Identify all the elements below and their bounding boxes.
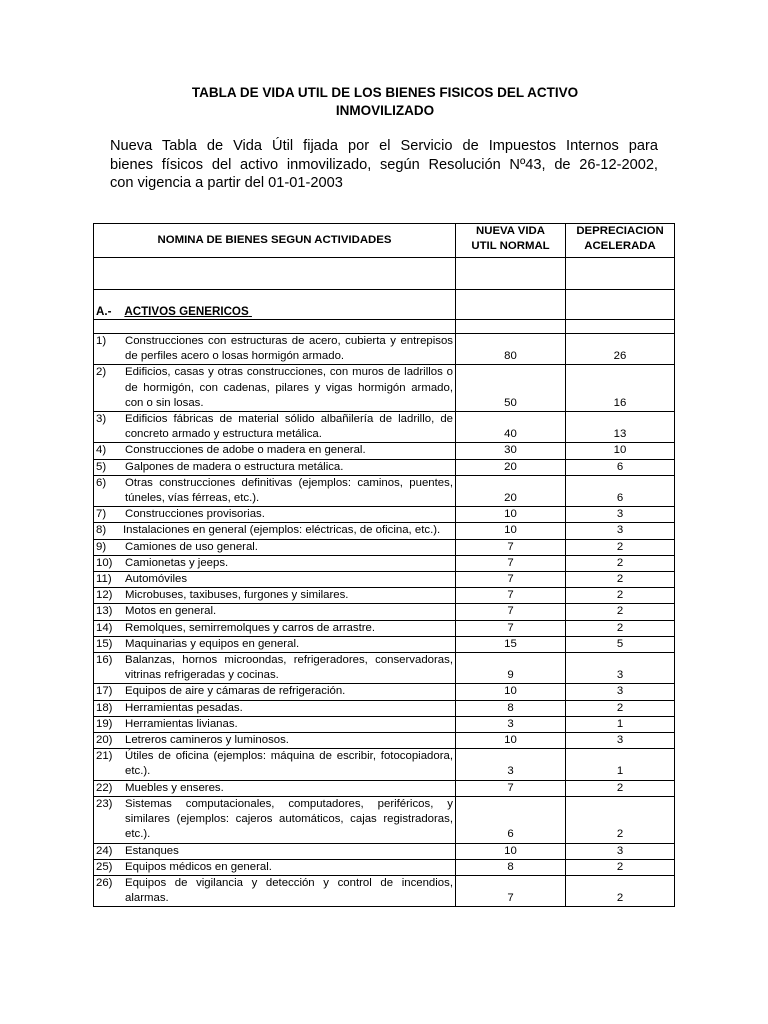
table-row [94,555,675,571]
vida-util-value: 30 [456,443,566,459]
depreciacion-value: 3 [566,684,675,700]
item-number: 1) [96,335,107,347]
depreciacion-value: 3 [566,843,675,859]
depreciacion-value: 2 [566,604,675,620]
item-description: Otras construcciones definitivas (ejemplos: caminos, puentes, túneles, vías férreas, etc.). [125,476,453,505]
item-description: Construcciones provisorias. [125,508,265,521]
vida-util-value: 3 [456,749,566,780]
vida-util-value: 7 [456,572,566,588]
item-description: Edificios, casas y otras construcciones, con muros de ladrillos o de hormigón, con cadenas, pilares y vigas hormigón armado, con o sin losas. [125,366,453,409]
section-title [94,290,456,320]
depreciacion-value: 2 [566,572,675,588]
table-row [94,875,675,906]
vida-util-value: 7 [456,780,566,796]
vida-util-value: 10 [456,523,566,539]
item-description: Equipos de aire y cámaras de refrigeración. [125,685,346,698]
depreciacion-value: 2 [566,555,675,571]
table-row [94,604,675,620]
item-description: Útiles de oficina (ejemplos: máquina de escribir, fotocopiadora, etc.). [125,750,453,778]
item-number: 8) [96,524,107,537]
vida-util-value: 15 [456,636,566,652]
item-description: Camionetas y jeeps. [125,556,229,569]
item-number: 25) [96,860,113,873]
table-row [94,539,675,555]
item-description-cell [94,749,456,780]
table-row [94,716,675,732]
item-description-cell [94,555,456,571]
item-number: 6) [96,476,107,489]
item-number: 10) [96,556,113,569]
title-line-2: INMOVILIZADO [335,103,435,118]
item-description-cell [94,636,456,652]
item-description-cell [94,475,456,506]
depreciacion-value: 2 [566,620,675,636]
intro-line-1: Nueva Tabla de Vida Útil fijada por el Servicio de Impuestos Internos para [110,138,658,154]
vida-util-value: 3 [456,716,566,732]
depreciacion-value: 3 [566,507,675,523]
item-number: 11) [96,573,112,586]
depreciacion-value: 5 [566,636,675,652]
section-row [94,290,675,320]
item-description: Construcciones de adobe o madera en general. [125,444,366,457]
table-row [94,365,675,412]
item-description: Edificios fábricas de material sólido albañilería de ladrillo, de concreto armado y estructura metálica. [125,413,453,441]
item-number: 16) [96,654,113,667]
item-description-cell [94,859,456,875]
item-description-cell [94,700,456,716]
item-number: 15) [96,637,113,650]
depreciacion-value: 1 [566,716,675,732]
vida-util-value: 10 [456,684,566,700]
header-nueva-vida-line-2: UTIL NORMAL [471,240,550,252]
vida-util-value: 10 [456,733,566,749]
item-description-cell [94,365,456,412]
item-number: 9) [96,540,107,553]
header-depreciacion [566,224,675,258]
item-description: Maquinarias y equipos en general. [125,637,300,650]
item-description-cell [94,653,456,684]
item-description-cell [94,843,456,859]
vida-util-value: 7 [456,604,566,620]
depreciacion-value: 2 [566,780,675,796]
item-description: Camiones de uso general. [125,540,258,553]
depreciacion-value: 26 [566,334,675,365]
item-number: 21) [96,750,113,763]
vida-util-value: 10 [456,843,566,859]
table-row [94,334,675,365]
item-number: 19) [96,717,113,730]
item-description-cell [94,604,456,620]
item-number: 13) [96,605,113,618]
spacer-row [94,258,675,290]
item-description-cell [94,539,456,555]
vida-util-value: 7 [456,588,566,604]
item-description-cell [94,875,456,906]
item-description-cell [94,796,456,843]
vida-util-value: 10 [456,507,566,523]
item-description-cell [94,780,456,796]
item-description-cell [94,334,456,365]
depreciacion-value: 6 [566,459,675,475]
table-row [94,684,675,700]
table-row [94,620,675,636]
item-description: Equipos de vigilancia y detección y control de incendios, alarmas. [125,876,453,905]
header-nueva-vida-line-1: NUEVA VIDA [476,225,545,237]
item-description: Motos en general. [125,605,217,618]
vida-util-value: 9 [456,653,566,684]
depreciacion-value: 3 [566,653,675,684]
depreciacion-value: 2 [566,859,675,875]
item-description-cell [94,588,456,604]
item-description: Muebles y enseres. [125,781,224,794]
table-row [94,653,675,684]
item-description-cell [94,716,456,732]
vida-util-value: 7 [456,620,566,636]
intro-paragraph [110,137,658,193]
depreciacion-value: 2 [566,875,675,906]
item-description-cell [94,733,456,749]
depreciacion-value: 16 [566,365,675,412]
useful-life-table [93,223,675,907]
depreciacion-value: 2 [566,539,675,555]
title-line-1: TABLA DE VIDA UTIL DE LOS BIENES FISICOS DEL ACTIVO [191,85,579,100]
vida-util-value: 7 [456,539,566,555]
item-number: 18) [96,701,113,714]
table-row [94,780,675,796]
table-row [94,459,675,475]
header-depreciacion-line-2: ACELERADA [584,240,656,252]
depreciacion-value: 3 [566,523,675,539]
item-description-cell [94,620,456,636]
item-description: Galpones de madera o estructura metálica. [125,460,344,473]
item-description-cell [94,459,456,475]
vida-util-value: 8 [456,700,566,716]
item-number: 5) [96,460,107,473]
table-row [94,859,675,875]
item-description: Construcciones con estructuras de acero, cubierta y entrepisos de perfiles acero o losas hormigón armado. [125,335,453,363]
table-header-row [94,224,675,258]
item-description-cell [94,412,456,443]
header-depreciacion-line-1: DEPRECIACION [576,225,664,237]
depreciacion-value: 10 [566,443,675,459]
vida-util-value: 40 [456,412,566,443]
item-description: Equipos médicos en general. [125,860,272,873]
depreciacion-value: 3 [566,733,675,749]
table-row [94,475,675,506]
depreciacion-value: 2 [566,796,675,843]
item-number: 3) [96,413,107,426]
table-row [94,523,675,539]
table-row [94,733,675,749]
item-number: 7) [96,508,107,521]
item-number: 2) [96,366,107,379]
item-number: 20) [96,734,113,747]
vida-util-value: 80 [456,334,566,365]
item-description: Estanques [125,844,179,857]
vida-util-value: 7 [456,555,566,571]
intro-line-3: con vigencia a partir del 01-01-2003 [110,175,343,191]
table-row [94,796,675,843]
item-description: Automóviles [125,573,188,586]
item-description-cell [94,572,456,588]
section-name: ACTIVOS GENERICOS [124,304,249,318]
vida-util-value: 7 [456,875,566,906]
item-description: Letreros camineros y luminosos. [125,734,289,747]
item-number: 12) [96,589,113,602]
table-row [94,507,675,523]
table-row [94,412,675,443]
vida-util-value: 6 [456,796,566,843]
table-row [94,700,675,716]
table-row [94,572,675,588]
item-number: 23) [96,797,113,810]
section-code: A.- [96,304,112,318]
item-description: Sistemas computacionales, computadores, periféricos, y similares (ejemplos: cajeros automáticos, cajas registradoras, etc.). [125,797,453,841]
depreciacion-value: 2 [566,588,675,604]
table-row [94,588,675,604]
item-number: 22) [96,781,113,794]
vida-util-value: 20 [456,459,566,475]
item-description-cell [94,443,456,459]
item-description: Herramientas livianas. [125,717,238,730]
header-nomina: NOMINA DE BIENES SEGUN ACTIVIDADES [94,224,456,258]
depreciacion-value: 6 [566,475,675,506]
item-number: 4) [96,444,107,457]
vida-util-value: 8 [456,859,566,875]
item-description: Instalaciones en general (ejemplos: eléctricas, de oficina, etc.). [123,524,441,537]
item-number: 17) [96,685,113,698]
item-description: Remolques, semirremolques y carros de arrastre. [125,621,376,634]
intro-line-2: bienes físicos del activo inmovilizado, según Resolución Nº43, de 26-12-2002, [110,156,658,173]
spacer-row [94,320,675,334]
item-description: Microbuses, taxibuses, furgones y similares. [125,589,349,602]
depreciacion-value: 13 [566,412,675,443]
item-number: 24) [96,844,113,857]
depreciacion-value: 1 [566,749,675,780]
table-row [94,749,675,780]
item-number: 14) [96,621,113,634]
item-number: 26) [96,876,113,889]
table-row [94,443,675,459]
item-description: Balanzas, hornos microondas, refrigeradores, conservadoras, vitrinas refrigeradas y cocinas. [125,654,453,682]
page-title [130,84,640,120]
item-description-cell [94,684,456,700]
header-nueva-vida [456,224,566,258]
depreciacion-value: 2 [566,700,675,716]
item-description-cell [94,507,456,523]
vida-util-value: 20 [456,475,566,506]
item-description-cell [94,523,456,539]
table-row [94,636,675,652]
item-description: Herramientas pesadas. [125,701,243,714]
table-row [94,843,675,859]
vida-util-value: 50 [456,365,566,412]
